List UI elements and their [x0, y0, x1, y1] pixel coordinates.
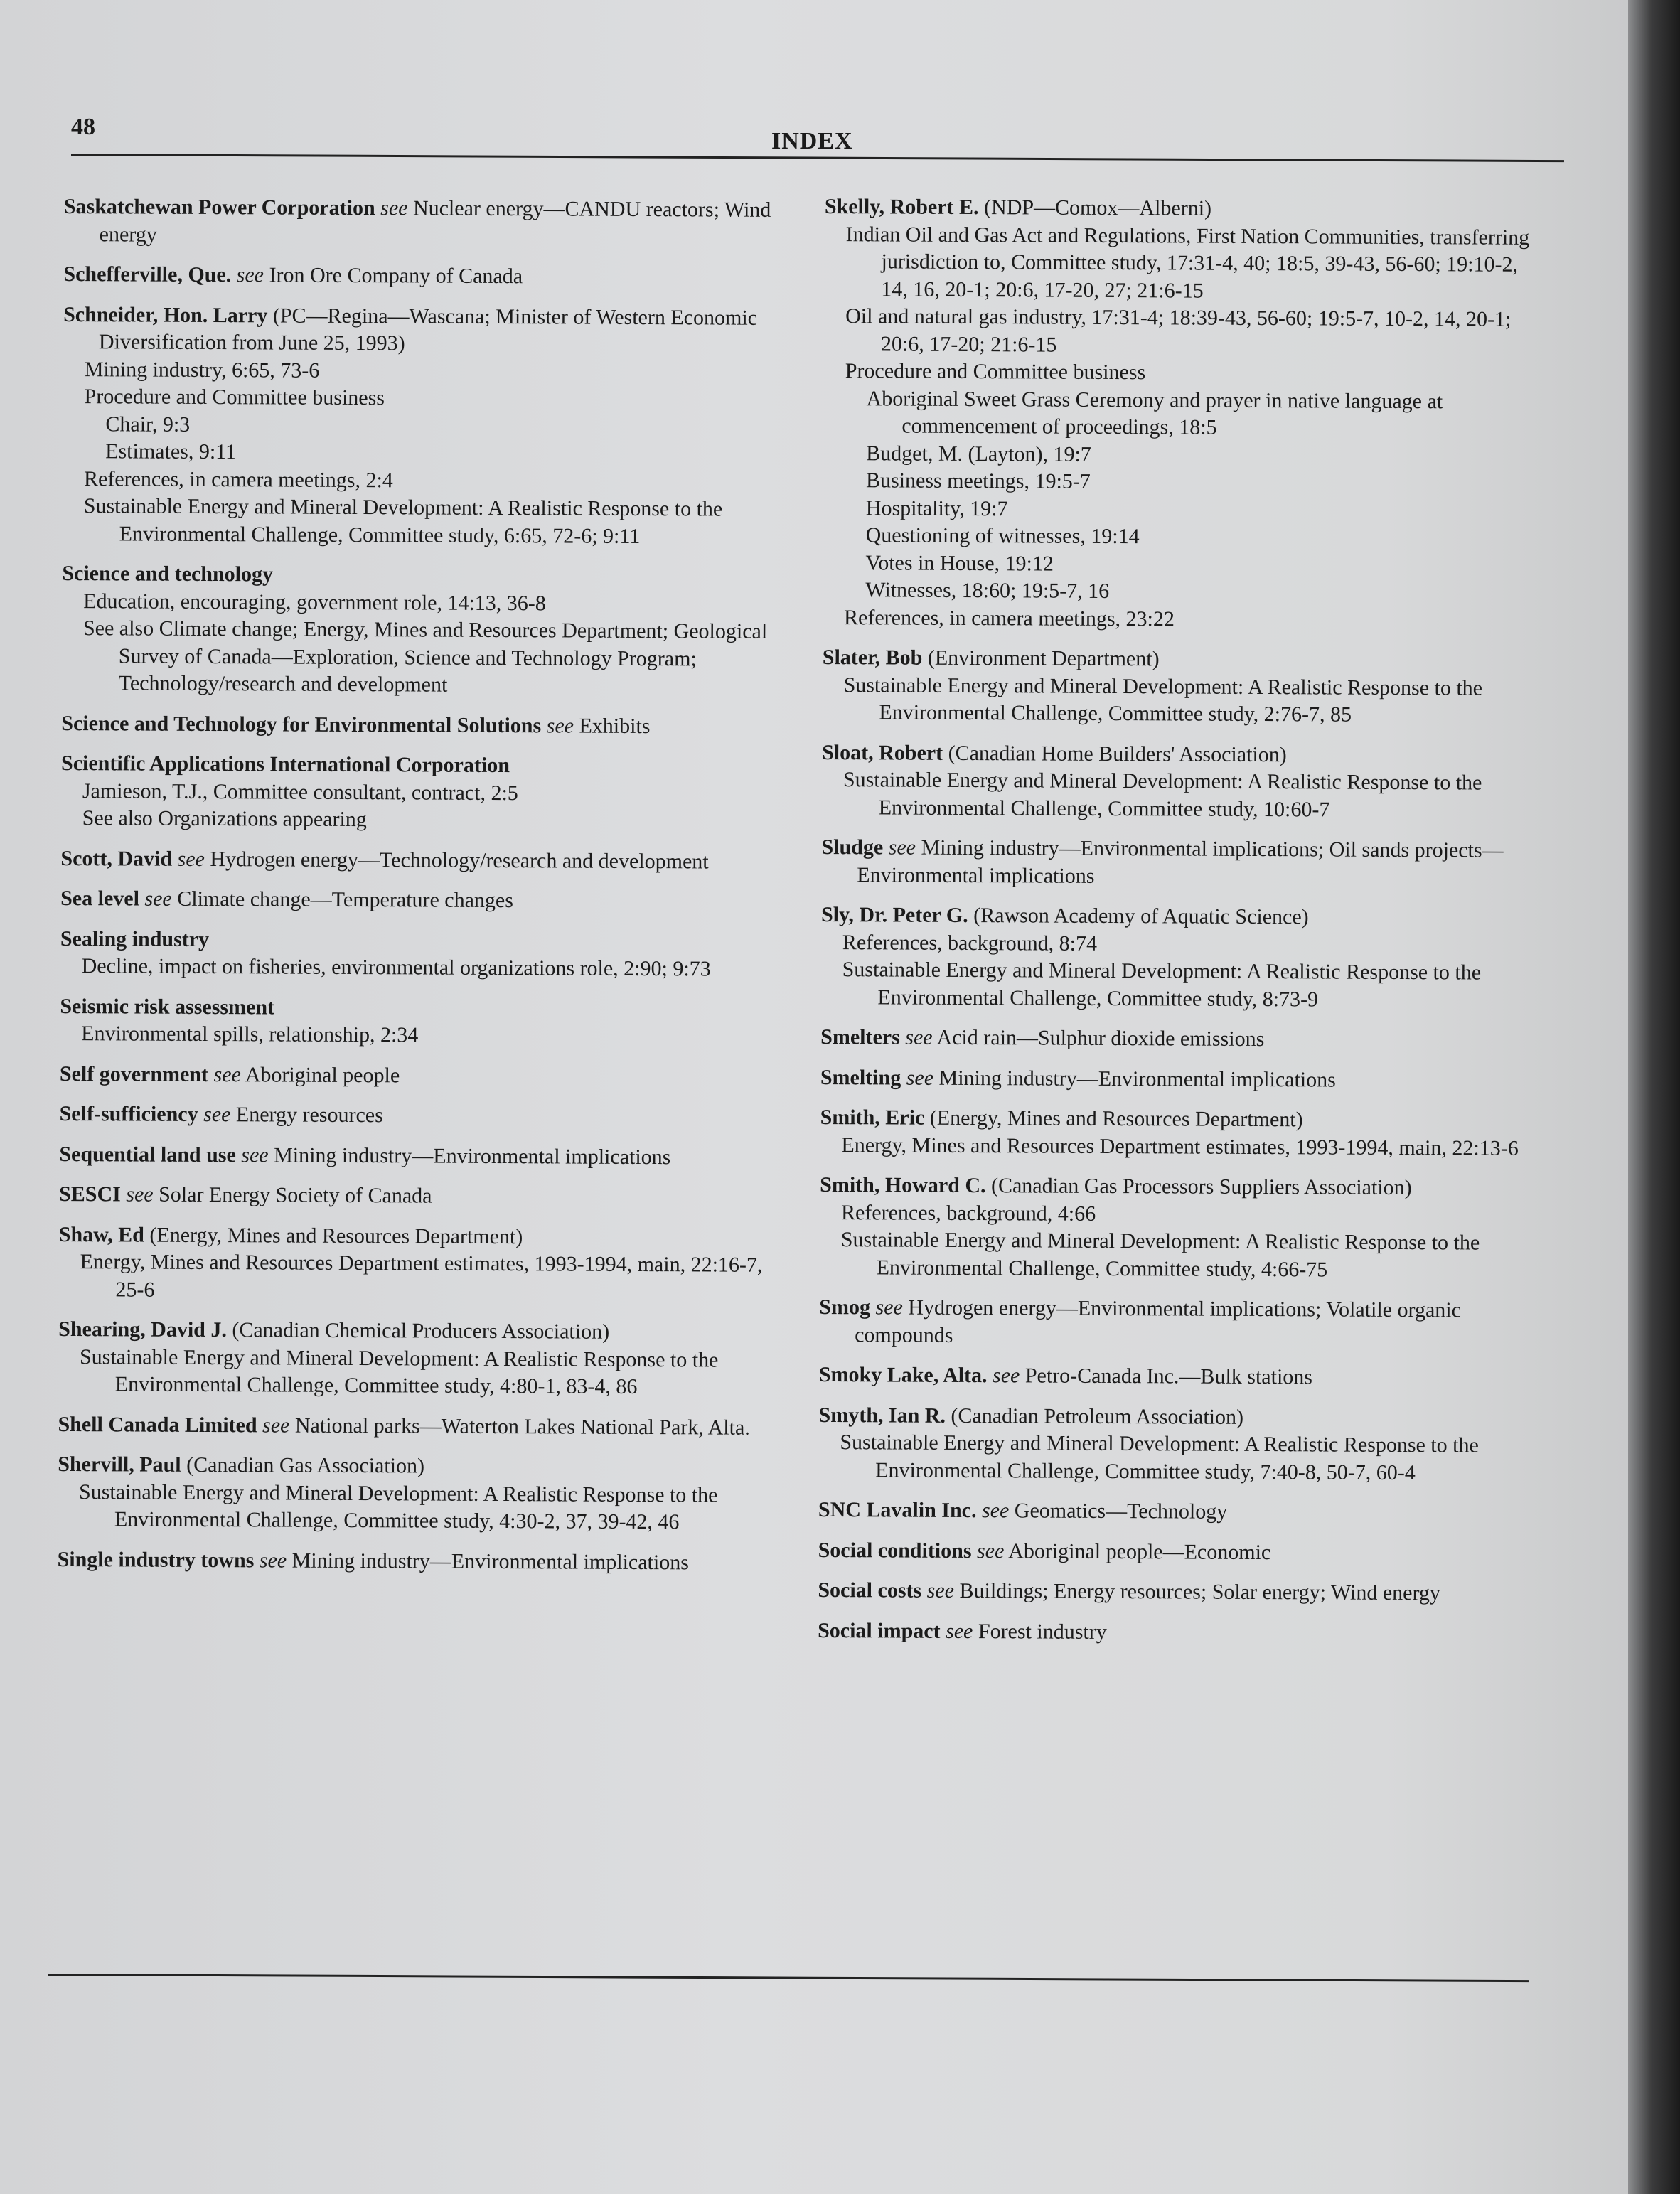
- see-reference-word: see: [905, 1025, 933, 1049]
- index-subentry: References, background, 4:66: [840, 1200, 1096, 1226]
- see-reference-word: see: [177, 847, 205, 871]
- index-entry-heading: [819, 1294, 1544, 1352]
- index-entry: [818, 1401, 1544, 1487]
- index-term-detail: Exhibits: [579, 714, 651, 738]
- index-subentry: Decline, impact on fisheries, environmental organizations role, 2:90; 9:73: [81, 954, 711, 981]
- index-subentry: Mining industry, 6:65, 73-6: [84, 357, 320, 382]
- index-entry-heading: [818, 1617, 1543, 1647]
- index-entry-heading: [818, 1536, 1543, 1567]
- index-entry: [59, 1181, 784, 1211]
- see-reference-word: see: [259, 1548, 287, 1573]
- index-entry-heading: [64, 193, 789, 252]
- index-subentry: References, in camera meetings, 23:22: [844, 605, 1175, 631]
- see-reference-word: see: [203, 1102, 231, 1127]
- index-term: Self-sufficiency: [59, 1101, 198, 1126]
- page-number: 48: [71, 114, 95, 140]
- index-term: Sequential land use: [59, 1142, 236, 1167]
- index-term-detail: (Canadian Chemical Producers Association): [232, 1318, 610, 1344]
- index-term-detail: Climate change—Temperature changes: [177, 887, 514, 913]
- index-entry: [60, 1101, 785, 1131]
- index-term: Science and Technology for Environmental Solutions: [61, 711, 542, 737]
- index-term-detail: National parks—Waterton Lakes National Park, Alta.: [294, 1413, 750, 1440]
- index-subentry: Procedure and Committee business: [845, 359, 1146, 385]
- index-entry-heading: [61, 750, 786, 781]
- index-term: Schefferville, Que.: [63, 262, 232, 287]
- index-term: Shearing, David J.: [58, 1317, 227, 1342]
- index-term: Slater, Bob: [822, 645, 923, 670]
- index-term: Smoky Lake, Alta.: [818, 1362, 988, 1388]
- index-subentry: See also Climate change; Energy, Mines and Resources Department; Geological Survey of Canada—Exploration, Science and Technology Program; Technology/research and development: [82, 616, 768, 697]
- index-term: Seismic risk assessment: [60, 994, 275, 1019]
- index-subsubentry: Votes in House, 19:12: [865, 550, 1054, 576]
- index-subentry: References, background, 8:74: [842, 930, 1098, 956]
- index-entry: [819, 1294, 1544, 1352]
- index-term-detail: Mining industry—Environmental implications: [291, 1548, 690, 1574]
- index-subsubentry: Budget, M. (Layton), 19:7: [866, 441, 1091, 466]
- see-reference-word: see: [875, 1295, 903, 1320]
- index-term: Science and technology: [62, 561, 274, 587]
- index-term: Sloat, Robert: [822, 740, 943, 765]
- index-term: SNC Lavalin Inc.: [818, 1497, 977, 1523]
- index-entry-heading: [820, 1064, 1546, 1094]
- index-term: Social costs: [818, 1578, 922, 1602]
- index-term: Smith, Howard C.: [820, 1172, 986, 1198]
- index-term: Smelters: [820, 1024, 900, 1049]
- see-reference-word: see: [144, 887, 172, 911]
- index-entry: [820, 1104, 1545, 1162]
- index-term-detail: Solar Energy Society of Canada: [159, 1182, 432, 1208]
- index-entry: [60, 992, 785, 1051]
- index-subsubentry: Witnesses, 18:60; 19:5-7, 16: [865, 578, 1110, 603]
- index-subentry: Sustainable Energy and Mineral Development: A Realistic Response to the Environmental Challenge, Committee study, 4:66-75: [840, 1228, 1480, 1281]
- book-spine-shadow: [1628, 0, 1680, 2194]
- index-entry: [61, 750, 787, 835]
- index-term-detail: (Canadian Petroleum Association): [951, 1403, 1244, 1429]
- index-term: Social impact: [818, 1618, 941, 1643]
- index-term: Shaw, Ed: [58, 1222, 145, 1247]
- index-entry-heading: [62, 560, 787, 591]
- index-entry: [63, 301, 789, 550]
- see-reference-word: see: [236, 263, 264, 287]
- index-entry-heading: [820, 1172, 1545, 1202]
- index-term-detail: Iron Ore Company of Canada: [269, 263, 523, 289]
- see-reference-word: see: [906, 1066, 934, 1090]
- index-term: Single industry towns: [57, 1547, 255, 1572]
- index-entry-heading: [59, 1140, 784, 1171]
- index-entry: [818, 1497, 1543, 1527]
- index-entry: [823, 193, 1550, 635]
- index-term-detail: Mining industry—Environmental implications: [938, 1066, 1336, 1092]
- index-subentry: Sustainable Energy and Mineral Development: A Realistic Response to the Environmental Challenge, Committee study, 6:65, 72-6; 9:11: [83, 494, 723, 548]
- index-entry: [63, 261, 788, 291]
- index-entry-heading: [60, 885, 786, 916]
- index-term-detail: Forest industry: [978, 1619, 1107, 1644]
- index-term: Scott, David: [60, 846, 173, 871]
- index-subentry: Energy, Mines and Resources Department estimates, 1993-1994, main, 22:13-6: [841, 1133, 1519, 1160]
- index-term-detail: Mining industry—Environmental implications: [274, 1143, 671, 1169]
- index-subentry: Sustainable Energy and Mineral Development: A Realistic Response to the Environmental Challenge, Committee study, 4:80-1, 83-4, 86: [79, 1344, 719, 1398]
- index-term-detail: Hydrogen energy—Technology/research and development: [210, 847, 709, 873]
- index-entry: [64, 193, 789, 252]
- index-entry-heading: [59, 1221, 784, 1251]
- index-subentry: See also Organizations appearing: [82, 806, 367, 832]
- index-term: Sea level: [60, 886, 140, 911]
- index-entry: [58, 1411, 783, 1441]
- index-entry-heading: [60, 1101, 785, 1131]
- index-term-detail: (Rawson Academy of Aquatic Science): [973, 904, 1309, 929]
- index-entry-heading: [60, 1060, 785, 1091]
- index-term: Shell Canada Limited: [58, 1412, 257, 1437]
- index-subentry: Jamieson, T.J., Committee consultant, contract, 2:5: [82, 778, 518, 805]
- index-term-detail: (Energy, Mines and Resources Department): [929, 1106, 1303, 1132]
- index-term: Smog: [819, 1295, 871, 1320]
- index-entry-heading: [58, 1451, 783, 1482]
- index-entry-heading: [821, 834, 1546, 892]
- index-entry-heading: [821, 901, 1546, 932]
- index-entry-heading: [60, 925, 786, 956]
- index-term-detail: (Canadian Gas Association): [186, 1452, 425, 1478]
- index-entry: [61, 710, 786, 740]
- index-subentry: Sustainable Energy and Mineral Development: A Realistic Response to the Environmental Challenge, Committee study, 2:76-7, 85: [843, 673, 1483, 727]
- index-term: Smyth, Ian R.: [818, 1403, 946, 1428]
- index-entry-heading: [63, 301, 788, 359]
- see-reference-word: see: [262, 1413, 290, 1438]
- index-entry: [62, 560, 788, 700]
- index-term-detail: Acid rain—Sulphur dioxide emissions: [936, 1025, 1265, 1051]
- index-subentry: Procedure and Committee business: [84, 385, 385, 410]
- index-entry: [820, 1064, 1546, 1094]
- index-term-detail: (NDP—Comox—Alberni): [984, 196, 1212, 220]
- index-entry: [818, 1577, 1543, 1607]
- index-entry-heading: [819, 1401, 1544, 1432]
- see-reference-word: see: [946, 1619, 973, 1643]
- index-term-detail: Energy resources: [235, 1103, 383, 1128]
- index-entry: [820, 901, 1546, 1015]
- index-entry-heading: [818, 1497, 1543, 1527]
- index-term: Self government: [59, 1061, 209, 1086]
- index-entry: [822, 644, 1548, 729]
- index-term: Saskatchewan Power Corporation: [63, 194, 375, 220]
- index-entry: [60, 845, 786, 875]
- index-term: Smelting: [820, 1065, 901, 1090]
- index-subentry: Sustainable Energy and Mineral Development: A Realistic Response to the Environmental Challenge, Committee study, 10:60-7: [842, 768, 1482, 821]
- index-subentry: Indian Oil and Gas Act and Regulations, First Nation Communities, transferring jurisdiction to, Committee study, 17:31-4, 40; 18:5, 39-43, 56-60; 19:10-2, 14, 16, 20-1; 20:6, 17-20, 27; 21:6-15: [845, 222, 1530, 303]
- see-reference-word: see: [241, 1143, 269, 1167]
- index-entry: [818, 1617, 1543, 1647]
- index-term: Scientific Applications International Corporation: [61, 751, 510, 778]
- see-reference-word: see: [888, 835, 916, 860]
- index-entry-heading: [819, 1361, 1544, 1392]
- index-entry: [60, 1060, 785, 1091]
- see-reference-word: see: [976, 1539, 1005, 1563]
- index-term: Shervill, Paul: [58, 1452, 181, 1477]
- page-title: INDEX: [771, 128, 853, 154]
- see-reference-word: see: [380, 196, 408, 220]
- index-entry: [818, 1536, 1543, 1567]
- index-subsubentry: Questioning of witnesses, 19:14: [865, 523, 1140, 549]
- index-entry-heading: [63, 261, 788, 291]
- index-entry: [59, 1140, 784, 1171]
- index-entry: [60, 925, 786, 983]
- see-reference-word: see: [126, 1182, 154, 1206]
- index-term: Schneider, Hon. Larry: [63, 302, 268, 327]
- see-reference-word: see: [213, 1062, 241, 1086]
- index-entry-heading: [59, 1181, 784, 1211]
- index-subentry: Sustainable Energy and Mineral Development: A Realistic Response to the Environmental Challenge, Committee study, 7:40-8, 50-7, 60-4: [840, 1430, 1479, 1484]
- index-subentry: Sustainable Energy and Mineral Development: A Realistic Response to the Environmental Challenge, Committee study, 8:73-9: [842, 958, 1482, 1011]
- index-term-detail: Aboriginal people—Economic: [1008, 1539, 1271, 1564]
- index-entry: [58, 1316, 784, 1401]
- see-reference-word: see: [546, 713, 574, 738]
- index-term: Social conditions: [818, 1538, 972, 1563]
- index-term-detail: Buildings; Energy resources; Solar energy; Wind energy: [959, 1578, 1441, 1605]
- index-entry: [821, 834, 1546, 892]
- index-term-detail: Petro-Canada Inc.—Bulk stations: [1024, 1364, 1313, 1389]
- index-entry-heading: [60, 845, 786, 875]
- index-entry: [822, 739, 1548, 824]
- see-reference-word: see: [993, 1364, 1020, 1388]
- index-term-detail: (Canadian Gas Processors Suppliers Association): [990, 1174, 1412, 1200]
- index-subsubentry: Business meetings, 19:5-7: [865, 469, 1091, 493]
- index-term-detail: Mining industry—Environmental implications; Oil sands projects—Environmental implications: [857, 835, 1504, 888]
- index-term-detail: (PC—Regina—Wascana; Minister of Western Economic Diversification from June 25, 1993): [98, 303, 758, 355]
- index-entry-heading: [58, 1546, 783, 1576]
- index-subentry: Energy, Mines and Resources Department estimates, 1993-1994, main, 22:16-7, 25-6: [80, 1250, 763, 1302]
- index-entry-heading: [60, 992, 785, 1023]
- index-term: Sealing industry: [60, 926, 210, 951]
- index-entry: [60, 885, 786, 916]
- index-term: Skelly, Robert E.: [824, 194, 979, 220]
- index-entry: [58, 1221, 784, 1306]
- index-term-detail: Hydrogen energy—Environmental implications; Volatile organic compounds: [855, 1295, 1462, 1347]
- index-entry-heading: [58, 1411, 783, 1441]
- see-reference-word: see: [926, 1578, 955, 1602]
- index-term-detail: (Environment Department): [927, 646, 1160, 671]
- index-term-detail: Geomatics—Technology: [1014, 1499, 1228, 1524]
- index-term: Smith, Eric: [820, 1105, 925, 1130]
- see-reference-word: see: [981, 1499, 1010, 1523]
- index-subentry: Oil and natural gas industry, 17:31-4; 18:39-43, 56-60; 19:5-7, 10-2, 14, 20-1; 20:6, 17-20; 21:6-15: [845, 304, 1512, 357]
- index-entry-heading: [820, 1024, 1546, 1054]
- index-entry: [58, 1546, 783, 1576]
- index-entry: [820, 1024, 1546, 1054]
- index-subentry: Environmental spills, relationship, 2:34: [81, 1022, 419, 1047]
- index-term: SESCI: [59, 1182, 121, 1206]
- index-term-detail: Nuclear energy—CANDU reactors; Wind energy: [99, 196, 771, 247]
- index-entry-heading: [823, 644, 1548, 675]
- index-entry: [58, 1451, 783, 1536]
- index-entry-heading: [818, 1577, 1543, 1607]
- index-term-detail: (Canadian Home Builders' Association): [948, 741, 1287, 766]
- index-subsubentry: Chair, 9:3: [105, 412, 191, 437]
- index-subentry: References, in camera meetings, 2:4: [83, 466, 393, 492]
- index-term: Sly, Dr. Peter G.: [820, 902, 968, 927]
- index-entry-heading: [61, 710, 786, 740]
- index-entry-heading: [820, 1104, 1546, 1135]
- index-subsubentry: Estimates, 9:11: [105, 439, 237, 464]
- index-entry: [820, 1172, 1546, 1285]
- left-index-column: [57, 193, 789, 1590]
- right-index-column: [818, 193, 1550, 1661]
- index-entry: [819, 1361, 1544, 1392]
- index-entry-heading: [58, 1316, 783, 1347]
- index-subsubentry: Aboriginal Sweet Grass Ceremony and prayer in native language at commencement of proceedings, 18:5: [866, 386, 1443, 439]
- index-subsubentry: Hospitality, 19:7: [865, 496, 1008, 520]
- index-term-detail: Aboriginal people: [245, 1062, 400, 1087]
- index-entry-heading: [825, 193, 1550, 224]
- index-term: Sludge: [821, 835, 884, 860]
- index-term-detail: (Energy, Mines and Resources Department): [149, 1223, 523, 1248]
- index-subentry: Education, encouraging, government role, 14:13, 36-8: [83, 589, 546, 615]
- index-subentry: Sustainable Energy and Mineral Development: A Realistic Response to the Environmental Challenge, Committee study, 4:30-2, 37, 39-42, 46: [78, 1479, 718, 1534]
- index-entry-heading: [822, 739, 1547, 769]
